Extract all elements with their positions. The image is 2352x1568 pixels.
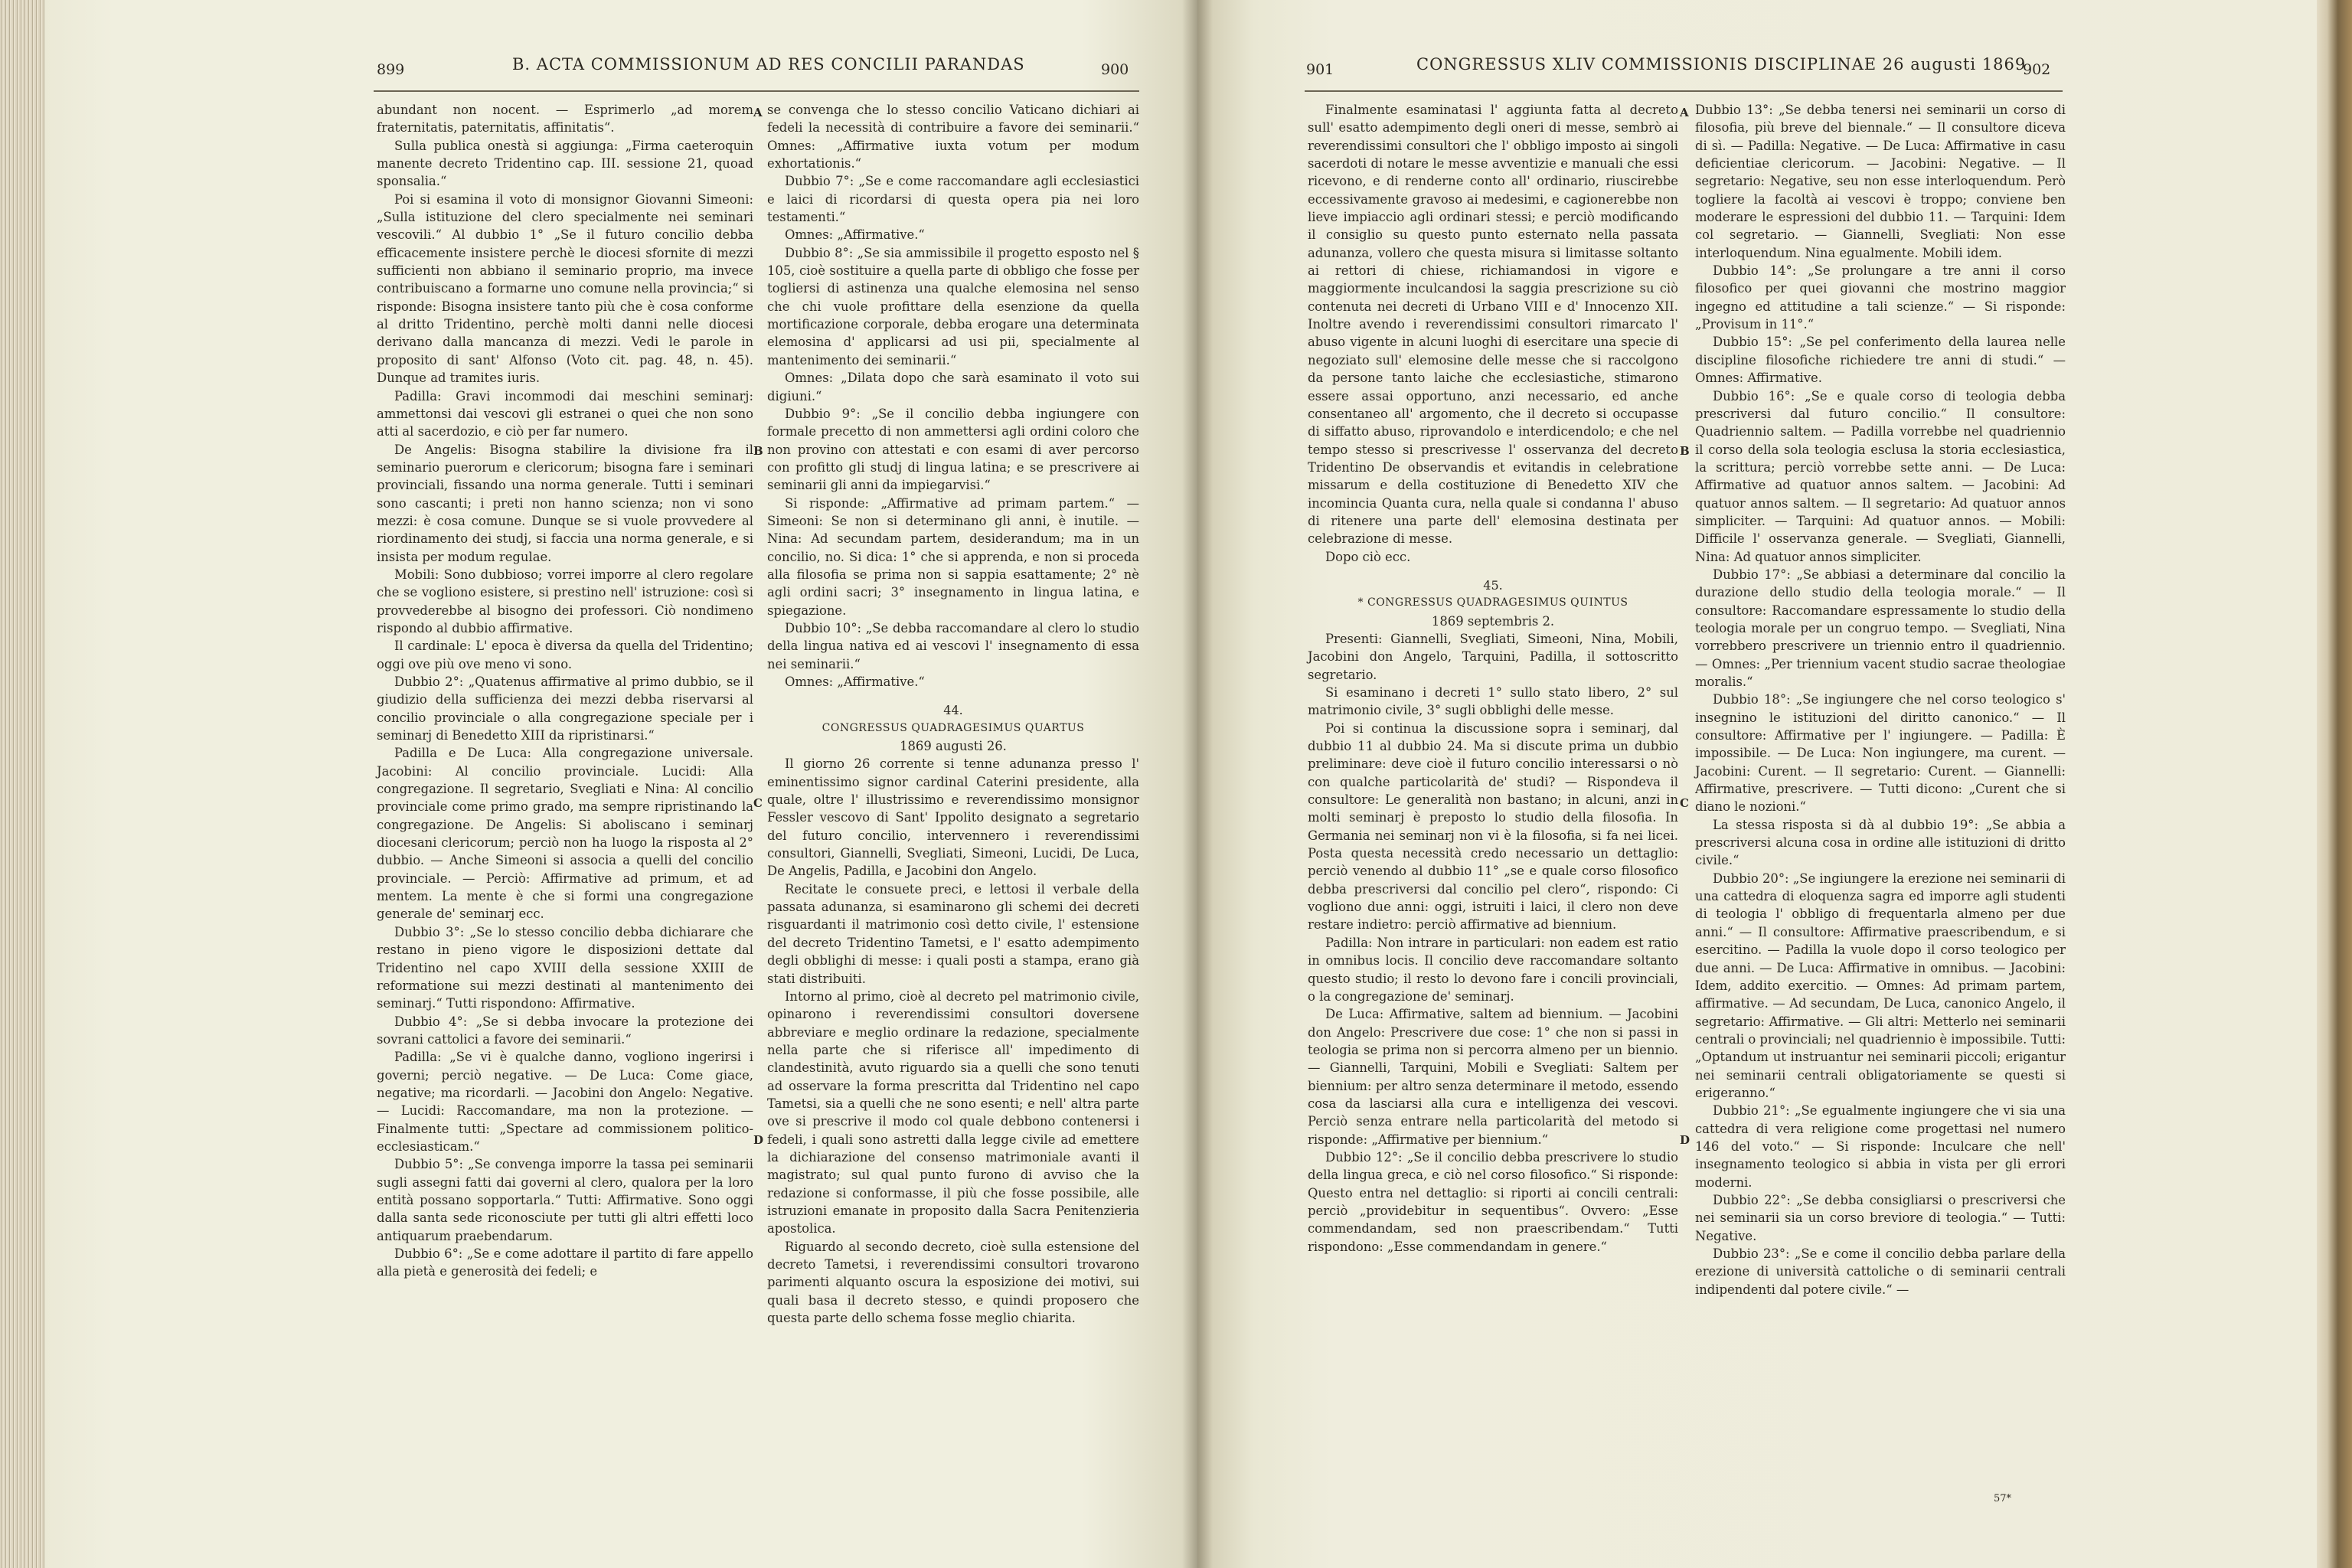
paragraph: Dubbio 21°: „Se egualmente ingiungere che vi sia una cattedra di vera religione come progettasi nel numero 146 del voto.“ — Si risponde: Inculcare che nell' insegnamento teologico si abbia in vista per gli errori moderni. bbox=[1695, 1103, 2066, 1190]
right-page bbox=[1197, 0, 2317, 1568]
paragraph: Dubbio 9°: „Se il concilio debba ingiungere con formale precetto di non ammettersi agli ordini coloro che non provino con attestati e con esami di aver percorso con profitto gli studj di lingua latina; e se prescrivere ai seminarii gli anni da impiegarvisi.“ bbox=[767, 406, 1139, 493]
paragraph: La stessa risposta si dà al dubbio 19°: „Se abbia a prescriversi alcuna cosa in ordine alle istituzioni di dritto civile.“ bbox=[1695, 817, 2066, 868]
paragraph: Si risponde: „Affirmative ad primam partem.“ — Simeoni: Se non si determinano gli anni, è inutile. — Nina: Ad secundam partem, desiderandum; ma in un concilio, no. Si dica: 1° che si apprenda, e non si proceda alla filosofia se prima non si sappia esattamente; 2° nè agli ordini sacri; 3° insegnamento in lingua latina, e spiegazione. bbox=[767, 495, 1139, 618]
section-date: 1869 septembris 2. bbox=[1431, 613, 1555, 629]
paragraph: Il cardinale: L' epoca è diversa da quella del Tridentino; oggi ove più ove meno vi sono. bbox=[377, 639, 753, 671]
left-column-1 bbox=[377, 101, 753, 1281]
paragraph: Dubbio 6°: „Se e come adottare il partito di fare appello alla pietà e generosità dei fedeli; e bbox=[377, 1246, 753, 1279]
section-title: * CONGRESSUS QUADRAGESIMUS QUINTUS bbox=[1357, 596, 1628, 609]
paragraph: Sulla publica onestà si aggiunga: „Firma caeteroquin manente decreto Tridentino cap. III. sessione 21, quoad sponsalia.“ bbox=[377, 138, 753, 189]
paragraph: Padilla: „Se vi è qualche danno, vogliono ingerirsi i governi; perciò negative. — De Luca: Come giace, negative; ma ricordarli. — Jacobini don Angelo: Negative. — Lucidi: Raccomandare, ma non la protezione. — Finalmente tutti: „Spectare ad commissionem politico-ecclesiasticam.“ bbox=[377, 1050, 753, 1154]
paragraph: Dubbio 7°: „Se e come raccomandare agli ecclesiastici e laici di ricordarsi di questa opera pia nei loro testamenti.“ bbox=[767, 174, 1139, 225]
section-date: 1869 augusti 26. bbox=[900, 739, 1007, 754]
paragraph: Padilla: Non intrare in particulari: non eadem est ratio in omnibus locis. Il concilio deve raccomandare soltanto questo studio; il resto lo devono fare i concili provinciali, o la congregazione de' seminarj. bbox=[1308, 935, 1678, 1004]
paragraph: Finalmente esaminatasi l' aggiunta fatta al decreto sull' esatto adempimento degli oneri di messe, sembrò ai reverendissimi consultori che l' obbligo imposto ai singoli sacerdoti di notare le messe avventizie e manuali che essi ricevono, e di renderne conto all' ordinario, riuscirebbe eccessivamente gravoso ai medesimi, e cagionerebbe non lieve impiaccio agli ordinari stessi; e perciò modificando il consiglio su questo punto esternato nella passata adunanza, vollero che questa misura si limitasse soltanto ai rettori di chiese, richiamandosi in vigore e maggiormente inculcandosi la saggia prescrizione su ciò contenuta nei decreti di Urbano VIII e d' Innocenzo XII. Inoltre avendo i reverendissimi consultori rimarcato l' abuso vigente in alcuni luoghi di esercitare una specie di negoziato sull' elemosine delle messe che si raccolgono da persone tanto laiche che ecclesiastiche, stimarono essere assai opportuno, anzi necessario, ed anche consentaneo all' argomento, che il decreto si occupasse di siffatto abuso, riprovandolo e interdicendolo; e che nel tempo stesso si prescrivesse l' osservanza del decreto Tridentino De observandis et evitandis in celebratione missarum e della costituzione di Benedetto XIV che incomincia Quanta cura, nella quale si condanna l' abuso di ritenere una parte dell' elemosina destinata per celebrazione di messe. bbox=[1308, 103, 1678, 547]
page-edges-left bbox=[0, 0, 44, 1568]
paragraph: Dubbio 13°: „Se debba tenersi nei seminarii un corso di filosofia, più breve del biennale.“ — Il consultore diceva di sì. — Padilla: Negative. — De Luca: Affirmative in casu deficientiae clericorum. — Jacobini: Negative. — Il segretario: Negative, seu non esse interloquendum. Però togliere la facoltà ai vescovi è troppo; conviene ben moderare le espressioni del dubbio 11. — Tarquini: Idem col segretario. — Giannelli, Svegliati: Non esse interloquendum. Nina egualmente. Mobili idem. bbox=[1695, 103, 2066, 260]
paragraph: Dubbio 17°: „Se abbiasi a determinare dal concilio la durazione dello studio della teologia morale.“ — Il consultore: Raccomandare espressamente lo studio della teologia morale per un congruo tempo. — Svegliati, Nina vorrebbero prescrivere un triennio entro il quadriennio. — Omnes: „Per triennium vacent studio sacrae theologiae moralis.“ bbox=[1695, 567, 2066, 689]
right-column-1 bbox=[1308, 101, 1678, 1256]
section-title: CONGRESSUS QUADRAGESIMUS QUARTUS bbox=[822, 721, 1085, 734]
left-column-2 bbox=[767, 101, 1139, 1327]
paragraph: De Angelis: Bisogna stabilire la divisione fra il seminario puerorum e clericorum; bisogna fare i seminari provinciali, fissando una norma generale. Tutti i seminari sono cascanti; i preti non hanno scienza; non vi sono mezzi: è cosa comune. Dunque se si vuole provvedere al riordinamento dei studj, si faccia una norma generale, e si insista per modum regulae. bbox=[377, 442, 753, 564]
paragraph: Omnes: „Dilata dopo che sarà esaminato il voto sui digiuni.“ bbox=[767, 371, 1139, 403]
page-edges-right bbox=[2317, 0, 2352, 1568]
paragraph: Dubbio 15°: „Se pel conferimento della laurea nelle discipline filosofiche richiedere tre anni di studi.“ — Omnes: Affirmative. bbox=[1695, 335, 2066, 386]
head-rule bbox=[374, 90, 1139, 92]
book-gutter bbox=[1182, 0, 1213, 1568]
left-page bbox=[44, 0, 1197, 1568]
paragraph: Padilla: Gravi incommodi dai meschini seminarj: ammettonsi dai vescovi gli estranei o quei che non sono atti al sacerdozio, e ciò per far numero. bbox=[377, 388, 753, 439]
section-number: 45. bbox=[1483, 577, 1503, 593]
margin-letter-c: C bbox=[1680, 796, 1689, 810]
paragraph: Presenti: Giannelli, Svegliati, Simeoni, Nina, Mobili, Jacobini don Angelo, Tarquini, Padilla, il sottoscritto segretario. bbox=[1308, 631, 1678, 682]
paragraph: Dubbio 22°: „Se debba consigliarsi o prescriversi che nei seminarii sia un corso breviore di teologia.“ — Tutti: Negative. bbox=[1695, 1192, 2066, 1243]
paragraph: Il giorno 26 corrente si tenne adunanza presso l' eminentissimo signor cardinal Caterini presidente, alla quale, oltre l' illustrissimo e reverendissimo monsignor Fessler vescovo di Sant' Ippolito designato a segretario del futuro concilio, intervennero i reverendissimi consultori, Giannelli, Svegliati, Simeoni, Lucidi, De Luca, De Angelis, Padilla, e Jacobini don Angelo. bbox=[767, 756, 1139, 879]
margin-letter-d: D bbox=[753, 1133, 764, 1147]
right-page-number-901: 901 bbox=[1306, 61, 1334, 78]
paragraph: Padilla e De Luca: Alla congregazione universale. Jacobini: Al concilio provinciale. Lucidi: Alla congregazione. Il segretario, Svegliati e Nina: Al concilio provinciale come primo grado, ma sempre ripristinando la congregazione. De Angelis: Si aboliscano i seminarj diocesani clericorum; perciò non ha luogo la risposta al 2° dubbio. — Anche Simeoni si associa a quelli del concilio provinciale. — Perciò: Affirmative ad primum, et ad mentem. La mente è che si formi una congregazione generale de' seminarj ecc. bbox=[377, 746, 753, 922]
margin-letter-b: B bbox=[753, 444, 763, 458]
paragraph: Dubbio 18°: „Se ingiungere che nel corso teologico s' insegnino le istituzioni del diritto canonico.“ — Il consultore: Affirmative per l' ingiungere. — Padilla: È impossibile. — De Luca: Non ingiungere, ma curent. — Jacobini: Curent. — Il segretario: Curent. — Giannelli: Affirmative, prescrivere. — Tutti dicono: „Curent che si diano le nozioni.“ bbox=[1695, 692, 2066, 815]
paragraph: Dubbio 12°: „Se il concilio debba prescrivere lo studio della lingua greca, e ciò nel corso filosofico.“ Si risponde: Questo entra nel dettaglio: si riporti ai concili centrali: perciò „providebitur in sequentibus“. Ovvero: „Esse commendandam, sed non praescribendam.“ Tutti rispondono: „Esse commendandam in genere.“ bbox=[1308, 1149, 1678, 1254]
signature-mark: 57* bbox=[1994, 1493, 2012, 1504]
paragraph: Mobili: Sono dubbioso; vorrei imporre al clero regolare che se vogliono esistere, si prestino nell' istruzione: così si provvederebbe al bisogno dei professori. Ciò nondimeno rispondo al dubbio affirmative. bbox=[377, 567, 753, 635]
paragraph: Riguardo al secondo decreto, cioè sulla estensione del decreto Tametsi, i reverendissimi consultori trovarono parimenti alquanto oscura la esposizione dei motivi, sui quali basa il decreto stesso, e quindi proposero che questa parte dello schema fosse meglio chiarita. bbox=[767, 1239, 1139, 1326]
left-running-head: B. ACTA COMMISSIONUM AD RES CONCILII PARANDAS bbox=[512, 55, 1025, 74]
head-rule bbox=[1305, 90, 2063, 92]
left-page-number-899: 899 bbox=[377, 61, 405, 78]
section-number: 44. bbox=[943, 703, 963, 718]
paragraph: Dubbio 2°: „Quatenus affirmative al primo dubbio, se il giudizio della sufficienza dei mezzi debba riservarsi al concilio provinciale o alla congregazione speciale per i seminarj di Benedetto XIII da ripristinarsi.“ bbox=[377, 675, 753, 743]
paragraph: Dopo ciò ecc. bbox=[1325, 549, 1411, 564]
paragraph: abundant non nocent. — Esprimerlo „ad morem fraternitatis, paternitatis, affinitatis“. bbox=[377, 103, 753, 136]
right-page-number-902: 902 bbox=[2023, 61, 2051, 78]
paragraph: se convenga che lo stesso concilio Vaticano dichiari ai fedeli la necessità di contribuire a favore dei seminarii.“ Omnes: „Affirmative iuxta votum per modum exhortationis.“ bbox=[767, 103, 1139, 172]
right-column-2 bbox=[1695, 101, 2066, 1298]
paragraph: Poi si esamina il voto di monsignor Giovanni Simeoni: „Sulla istituzione del clero specialmente nei seminari vescovili.“ Al dubbio 1° „Se il futuro concilio debba efficacemente insistere perchè le diocesi sfornite di mezzi sufficienti non abbiano il seminario proprio, ma invece contribuiscano a formarne uno comune nella provincia;“ si risponde: Bisogna insistere tanto più che è cosa conforme al dritto Tridentino, perchè molti danni nelle diocesi derivano dalla mancanza di mezzi. Vedi le parole in proposito di sant' Alfonso (Voto cit. pag. 48, n. 45). Dunque ad tramites iuris. bbox=[377, 191, 753, 386]
paragraph: De Luca: Affirmative, saltem ad biennium. — Jacobini don Angelo: Prescrivere due cose: 1° che non si passi in teologia se prima non si percorra almeno per un biennio. — Giannelli, Tarquini, Mobili e Svegliati: Saltem per biennium: per altro senza determinare il metodo, essendo cosa da lasciarsi alla cura e intelligenza dei vescovi. Perciò senza entrare nella particolarità del metodo si risponde: „Affirmative per biennium.“ bbox=[1308, 1007, 1678, 1147]
margin-letter-a: A bbox=[1680, 106, 1689, 119]
paragraph: Recitate le consuete preci, e lettosi il verbale della passata adunanza, si esaminarono gli schemi dei decreti risguardanti il matrimonio così detto civile, l' estensione del decreto Tridentino Tametsi, e l' esatto adempimento degli obblighi di messe: i quali posti a stampa, erano già stati distribuiti. bbox=[767, 881, 1139, 986]
margin-letter-d: D bbox=[1680, 1133, 1690, 1147]
paragraph: Dubbio 20°: „Se ingiungere la erezione nei seminarii di una cattedra di eloquenza sagra ed imporre agli studenti di teologia l' obbligo di frequentarla almeno per due anni.“ — Il consultore: Affirmative praescribendum, e si esercitino. — Padilla la vuole dopo il corso teologico per due anni. — De Luca: Affirmative in omnibus. — Jacobini: Idem, addito exercitio. — Omnes: Ad primam partem, affirmative. — Ad secundam, De Luca, canonico Angelo, il segretario: Affirmative. — Gli altri: Metterlo nei seminarii centrali o provinciali; nel quadriennio è impossibile. Tutti: „Optandum ut instruantur nei seminarii piccoli; erigantur nei seminarii centrali obligatoriamente se questi si erigeranno.“ bbox=[1695, 871, 2066, 1100]
paragraph: Dubbio 14°: „Se prolungare a tre anni il corso filosofico per quei giovanni che mostrino maggior ingegno ed attitudine a tali scienze.“ — Si risponde: „Provisum in 11°.“ bbox=[1695, 263, 2066, 332]
paragraph: Si esaminano i decreti 1° sullo stato libero, 2° sul matrimonio civile, 3° sugli obblighi delle messe. bbox=[1308, 685, 1678, 718]
paragraph: Dubbio 5°: „Se convenga imporre la tassa pei seminarii sugli assegni fatti dai governi al clero, qualora per la loro entità possano sopportarla.“ Tutti: Affirmative. Sono oggi dalla santa sede riconosciute per tutti gli altri effetti loco antiquarum praebendarum. bbox=[377, 1157, 753, 1243]
right-running-head: CONGRESSUS XLIV COMMISSIONIS DISCIPLINAE 26 augusti 1869 bbox=[1416, 55, 2027, 74]
paragraph: Dubbio 8°: „Se sia ammissibile il progetto esposto nel § 105, cioè sostituire a quella parte di obbligo che fosse per togliersi di astinenza una qualche elemosina nel senso che chi vuole profittare della esenzione da quella mortificazione corporale, debba erogare una determinata elemosina d' applicarsi ad usi pii, specialmente al mantenimento dei seminarii.“ bbox=[767, 245, 1139, 368]
paragraph: Poi si continua la discussione sopra i seminarj, dal dubbio 11 al dubbio 24. Ma si discute prima un dubbio preliminare: deve cioè il futuro concilio interessarsi o nò con qualche particolarità de' studi? — Rispondeva il consultore: Le generalità non bastano; in alcuni, anzi in molti seminarj è preposto lo studio della filosofia. In Germania nei seminarj non vi è la filosofia, si fa nei licei. Posta questa necessità credo necessario un dettaglio: perciò venendo al dubbio 11° „se e quale corso filosofico debba prescriversi dal concilio pel clero“, rispondo: Ci vogliono due anni: oggi, istruiti i laici, il clero non deve restare indietro: perciò affirmative ad biennium. bbox=[1308, 720, 1678, 933]
paragraph: Omnes: „Affirmative.“ bbox=[784, 675, 925, 689]
paragraph: Dubbio 3°: „Se lo stesso concilio debba dichiarare che restano in pieno vigore le disposizioni dettate dal Tridentino nel capo XVIII della sessione XXIII de reformatione sui mezzi destinati al mantenimento dei seminarj.“ Tutti rispondono: Affirmative. bbox=[377, 924, 753, 1011]
margin-letter-c: C bbox=[753, 796, 763, 810]
left-page-number-900: 900 bbox=[1101, 61, 1129, 78]
paragraph: Dubbio 23°: „Se e come il concilio debba parlare della erezione di università cattoliche o di seminarii centrali indipendenti dal potere civile.“ — bbox=[1695, 1246, 2066, 1297]
paragraph: Omnes: „Affirmative.“ bbox=[784, 227, 925, 243]
paragraph: Dubbio 4°: „Se si debba invocare la protezione dei sovrani cattolici a favore dei seminarii.“ bbox=[377, 1014, 753, 1047]
margin-letter-b: B bbox=[1680, 444, 1690, 458]
margin-letter-a: A bbox=[753, 106, 763, 119]
paragraph: Dubbio 16°: „Se e quale corso di teologia debba prescriversi dal futuro concilio.“ Il consultore: Quadriennio saltem. — Padilla vorrebbe nel quadriennio il corso della sola teologia esclusa la storia ecclesiastica, la scrittura; perciò vorrebbe sette anni. — De Luca: Affirmative ad quatuor annos saltem. — Jacobini: Ad quatuor annos saltem. — Il segretario: Ad quatuor annos simpliciter. — Tarquini: Ad quatuor annos. — Mobili: Difficile l' osservanza generale. — Svegliati, Giannelli, Nina: Ad quatuor annos simpliciter. bbox=[1695, 388, 2066, 564]
paragraph: Dubbio 10°: „Se debba raccomandare al clero lo studio della lingua nativa ed ai vescovi l' insegnamento di essa nei seminarii.“ bbox=[767, 620, 1139, 671]
paragraph: Intorno al primo, cioè al decreto pel matrimonio civile, opinarono i reverendissimi consultori doversene abbreviare e meglio ordinare la redazione, specialmente nella parte che si riferisce all' impedimento di clandestinità, avuto riguardo sia a quelli che sono tenuti ad osservare la forma prescritta dal Tridentino nel capo Tametsi, sia a quelli che ne sono esenti; e nell' altra parte ove si prescrive il modo col quale debbono contenersi i fedeli, i quali sono astretti dalla legge civile ad emettere la dichiarazione del consenso matrimoniale avanti il magistrato; sul qual punto furono di avviso che la redazione si conformasse, il più che fosse possibile, alle istruzioni emanate in proposito dalla Sacra Penitenzieria apostolica. bbox=[767, 988, 1139, 1236]
